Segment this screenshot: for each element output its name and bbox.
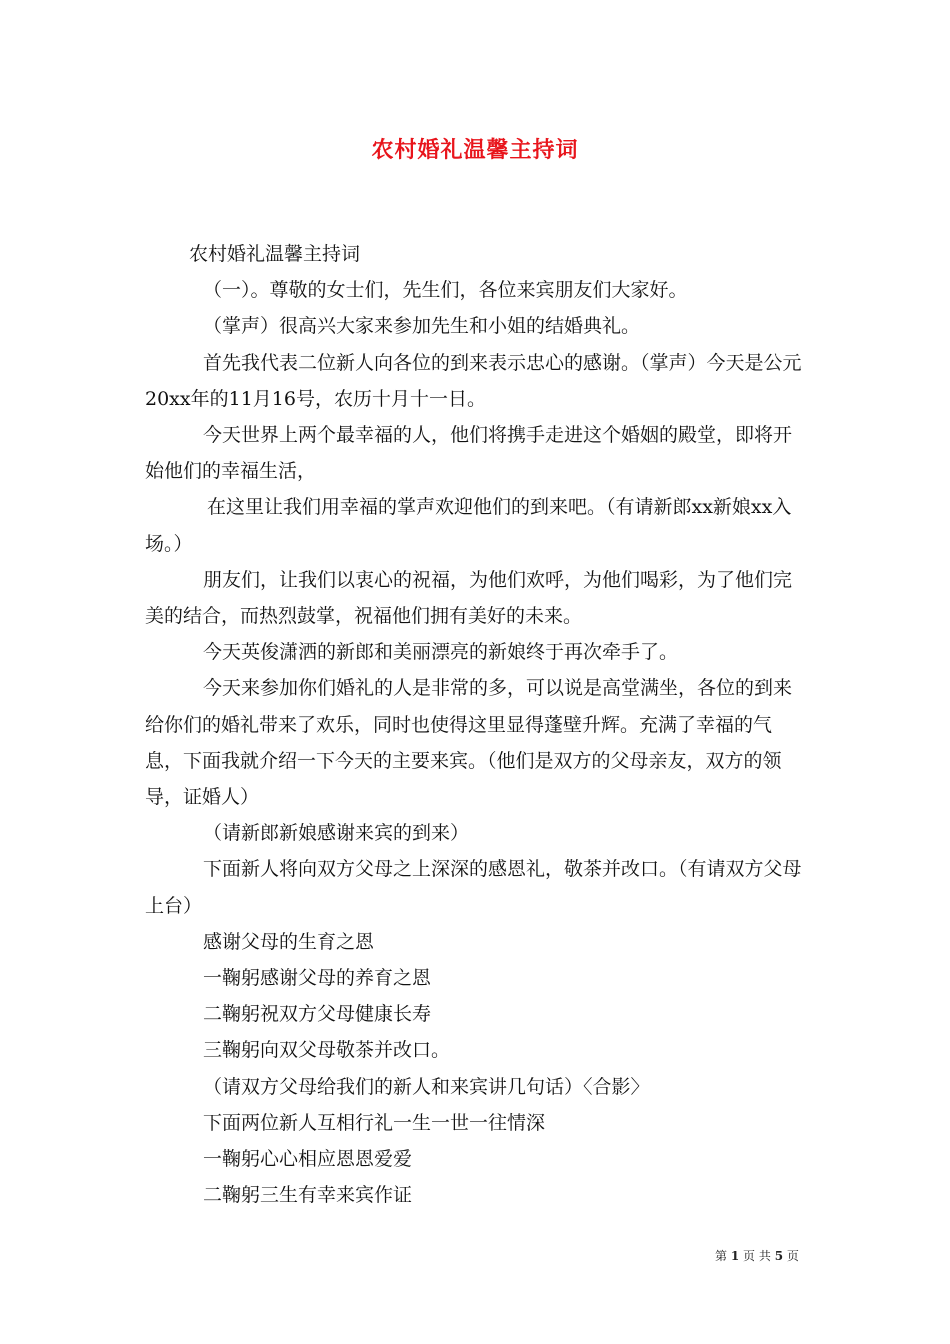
paragraph: 在这里让我们用幸福的掌声欢迎他们的到来吧。（有请新郎xx新娘xx入场。）	[145, 496, 792, 555]
paragraph: 朋友们，让我们以衷心的祝福，为他们欢呼，为他们喝彩，为了他们完美的结合，而热烈鼓掌，祝福他们拥有美好的未来。	[145, 568, 793, 628]
footer-middle: 页 共	[743, 1249, 771, 1263]
paragraph: （一）。尊敬的女士们，先生们，各位来宾朋友们大家好。	[203, 279, 688, 302]
paragraph: 三鞠躬向双父母敬茶并改口。	[203, 1039, 451, 1062]
document-title: 农村婚礼温馨主持词	[371, 137, 579, 163]
paragraph: 下面两位新人互相行礼一生一世一往情深	[203, 1111, 546, 1134]
paragraph: 今天来参加你们婚礼的人是非常的多，可以说是高堂满坐，各位的到来给你们的婚礼带来了欢乐，同时也使得这里显得蓬壁升辉。充满了幸福的气息，下面我就介绍一下今天的主要来宾。（他们是双方的父母亲友，双方的领导，证婚人）	[145, 677, 793, 809]
total-page-count: 5	[774, 1249, 784, 1263]
paragraph: 首先我代表二位新人向各位的到来表示忠心的感谢。（掌声）今天是公元20xx年的11月16号，农历十月十一日。	[145, 351, 802, 410]
paragraph: 今天英俊潇洒的新郎和美丽漂亮的新娘终于再次牵手了。	[203, 641, 679, 664]
paragraph: 一鞠躬感谢父母的养育之恩	[203, 967, 432, 990]
footer-suffix: 页	[786, 1249, 799, 1263]
current-page-number: 1	[730, 1249, 740, 1263]
paragraph: 一鞠躬心心相应恩恩爱爱	[203, 1148, 413, 1171]
paragraph: （掌声）很高兴大家来参加先生和小姐的结婚典礼。	[203, 315, 641, 338]
document-body	[145, 236, 805, 1213]
paragraph: 下面新人将向双方父母之上深深的感恩礼，敬茶并改口。（有请双方父母上台）	[145, 858, 802, 917]
footer-prefix: 第	[715, 1249, 728, 1263]
page-number-footer	[715, 1247, 799, 1264]
paragraph: 二鞠躬三生有幸来宾作证	[203, 1184, 413, 1207]
paragraph: 今天世界上两个最幸福的人，他们将携手走进这个婚姻的殿堂，即将开始他们的幸福生活，	[145, 424, 793, 483]
paragraph: 感谢父母的生育之恩	[203, 930, 375, 953]
paragraph: （请新郎新娘感谢来宾的到来）	[203, 822, 470, 845]
paragraph: 二鞠躬祝双方父母健康长寿	[203, 1003, 432, 1026]
paragraph: 农村婚礼温馨主持词	[189, 243, 361, 265]
paragraph: （请双方父母给我们的新人和来宾讲几句话）〈合影〉	[203, 1075, 650, 1098]
